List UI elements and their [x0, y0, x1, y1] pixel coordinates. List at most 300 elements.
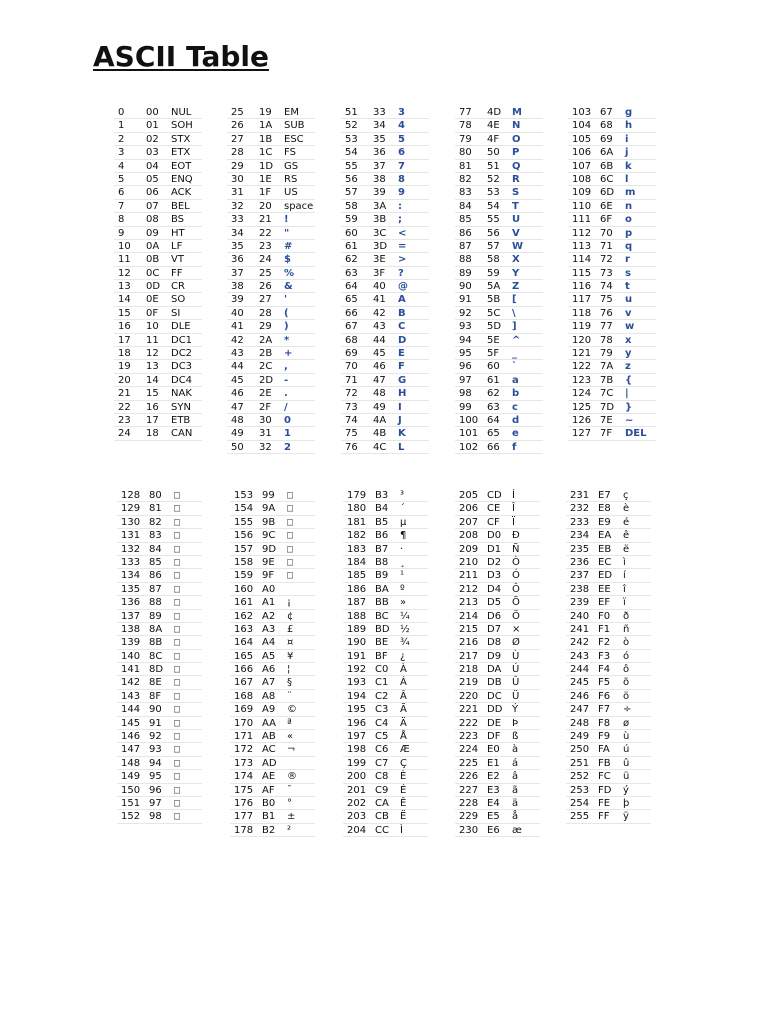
decimal-value: 15	[118, 307, 131, 319]
character: Å	[400, 731, 407, 743]
character: □	[174, 530, 181, 542]
character: Ì	[400, 824, 403, 836]
decimal-value: 129	[121, 503, 141, 515]
hex-value: 26	[259, 281, 272, 293]
character: BS	[171, 214, 185, 226]
character: Ô	[512, 583, 520, 595]
decimal-value: 176	[234, 797, 254, 809]
hex-value: 75	[600, 294, 613, 306]
character: EM	[284, 107, 299, 118]
character: À	[400, 664, 407, 676]
decimal-value: 125	[572, 401, 592, 413]
decimal-value: 196	[347, 717, 367, 729]
character: g	[625, 107, 633, 118]
character: d	[512, 414, 520, 426]
character: □	[174, 784, 181, 796]
decimal-value: 79	[459, 133, 472, 145]
decimal-value: 6	[118, 187, 125, 199]
hex-value: 9B	[262, 516, 276, 528]
character: C	[398, 321, 406, 333]
table-row	[566, 489, 651, 502]
hex-value: E8	[598, 503, 611, 515]
hex-value: 67	[600, 107, 613, 118]
character: ì	[623, 556, 626, 568]
table-row	[455, 200, 543, 213]
table-row	[568, 213, 656, 226]
hex-value: BC	[375, 610, 389, 622]
character: µ	[400, 516, 407, 528]
hex-value: 7E	[600, 414, 613, 426]
hex-value: 4B	[373, 428, 387, 440]
decimal-value: 194	[347, 690, 367, 702]
character: 4	[398, 120, 405, 132]
hex-value: 9C	[262, 530, 276, 542]
character: LF	[171, 240, 183, 252]
table-row	[568, 334, 656, 347]
decimal-value: 205	[459, 490, 479, 501]
character: Â	[400, 690, 407, 702]
decimal-value: 77	[459, 107, 472, 118]
decimal-value: 86	[459, 227, 472, 239]
character: k	[625, 160, 632, 172]
decimal-value: 162	[234, 610, 254, 622]
hex-value: CA	[375, 797, 389, 809]
hex-value: DD	[487, 704, 503, 716]
character: e	[512, 428, 519, 440]
character: □	[174, 503, 181, 515]
decimal-value: 235	[570, 543, 590, 555]
hex-value: 65	[487, 428, 500, 440]
character: DC3	[171, 361, 193, 373]
hex-value: 42	[373, 307, 386, 319]
table-row	[343, 757, 428, 770]
table-row	[227, 186, 315, 199]
hex-value: 56	[487, 227, 500, 239]
decimal-value: 51	[345, 107, 358, 118]
decimal-value: 123	[572, 374, 592, 386]
decimal-value: 95	[459, 348, 472, 360]
character: £	[287, 623, 294, 635]
character: Ê	[400, 797, 407, 809]
decimal-value: 197	[347, 731, 367, 743]
decimal-value: 2	[118, 133, 125, 145]
hex-value: 15	[146, 388, 159, 400]
decimal-value: 42	[231, 334, 244, 346]
hex-value: 28	[259, 307, 272, 319]
character: DC1	[171, 334, 193, 346]
decimal-value: 228	[459, 797, 479, 809]
character: DLE	[171, 321, 191, 333]
table-row	[117, 690, 202, 703]
hex-value: 97	[149, 797, 162, 809]
hex-value: 9E	[262, 556, 275, 568]
table-row	[227, 253, 315, 266]
table-row	[114, 240, 202, 253]
hex-value: F8	[598, 717, 611, 729]
decimal-value: 252	[570, 771, 590, 783]
decimal-value: 214	[459, 610, 479, 622]
character: US	[284, 187, 298, 199]
decimal-value: 114	[572, 254, 592, 266]
hex-value: EB	[598, 543, 612, 555]
table-row	[455, 253, 543, 266]
decimal-value: 170	[234, 717, 254, 729]
hex-value: B7	[375, 543, 389, 555]
table-row	[341, 293, 429, 306]
decimal-value: 102	[459, 441, 479, 453]
character: ø	[623, 717, 630, 729]
decimal-value: 227	[459, 784, 479, 796]
decimal-value: 174	[234, 771, 254, 783]
table-row	[455, 797, 540, 810]
hex-value: E1	[487, 757, 500, 769]
hex-value: 08	[146, 214, 159, 226]
table-row	[341, 401, 429, 414]
hex-value: E4	[487, 797, 500, 809]
decimal-value: 243	[570, 650, 590, 662]
decimal-value: 193	[347, 677, 367, 689]
table-row	[568, 240, 656, 253]
character: □	[287, 530, 294, 542]
hex-value: 92	[149, 731, 162, 743]
character: :	[398, 200, 402, 212]
decimal-value: 128	[121, 490, 141, 501]
character: □	[174, 570, 181, 582]
hex-value: 68	[600, 120, 613, 132]
table-row	[114, 387, 202, 400]
decimal-value: 208	[459, 530, 479, 542]
decimal-value: 36	[231, 254, 244, 266]
character: c	[512, 401, 518, 413]
table-row	[227, 173, 315, 186]
hex-value: 29	[259, 321, 272, 333]
character: ,	[284, 361, 288, 373]
table-row	[341, 106, 429, 119]
character: K	[398, 428, 406, 440]
table-row	[455, 186, 543, 199]
decimal-value: 139	[121, 637, 141, 649]
decimal-value: 215	[459, 623, 479, 635]
table-row	[566, 502, 651, 515]
character: □	[287, 490, 294, 501]
character: &	[284, 281, 293, 293]
table-row	[343, 556, 428, 569]
decimal-value: 179	[347, 490, 367, 501]
hex-value: 25	[259, 267, 272, 279]
decimal-value: 165	[234, 650, 254, 662]
table-row	[230, 663, 315, 676]
table-row	[343, 676, 428, 689]
character: -	[284, 374, 289, 386]
character: ¼	[400, 610, 410, 622]
hex-value: 4F	[487, 133, 500, 145]
decimal-value: 8	[118, 214, 125, 226]
character: STX	[171, 133, 191, 145]
table-row	[455, 441, 543, 454]
hex-value: 4E	[487, 120, 500, 132]
character: a	[512, 374, 519, 386]
hex-value: A7	[262, 677, 276, 689]
hex-value: 94	[149, 757, 162, 769]
table-row	[455, 334, 543, 347]
decimal-value: 76	[345, 441, 358, 453]
table-row	[455, 427, 543, 440]
character: ¬	[287, 744, 296, 756]
decimal-value: 255	[570, 811, 590, 823]
table-row	[568, 146, 656, 159]
decimal-value: 35	[231, 240, 244, 252]
decimal-value: 177	[234, 811, 254, 823]
decimal-value: 66	[345, 307, 358, 319]
hex-value: FA	[598, 744, 610, 756]
hex-value: 3D	[373, 240, 388, 252]
hex-value: 07	[146, 200, 159, 212]
hex-value: 84	[149, 543, 162, 555]
character: "	[284, 227, 290, 239]
decimal-value: 240	[570, 610, 590, 622]
character: □	[174, 543, 181, 555]
hex-value: 51	[487, 160, 500, 172]
decimal-value: 135	[121, 583, 141, 595]
hex-value: 00	[146, 107, 159, 118]
character: ¿	[400, 650, 406, 662]
character: i	[625, 133, 629, 145]
character: þ	[623, 797, 630, 809]
decimal-value: 53	[345, 133, 358, 145]
decimal-value: 3	[118, 147, 125, 159]
table-row	[455, 743, 540, 756]
table-row	[455, 663, 540, 676]
table-row	[341, 186, 429, 199]
table-row	[117, 529, 202, 542]
hex-value: C0	[375, 664, 389, 676]
table-row	[227, 334, 315, 347]
hex-value: 5B	[487, 294, 501, 306]
character: 9	[398, 187, 405, 199]
hex-value: 54	[487, 200, 500, 212]
hex-value: BF	[375, 650, 388, 662]
hex-value: 14	[146, 374, 159, 386]
decimal-value: 78	[459, 120, 472, 132]
hex-value: C9	[375, 784, 389, 796]
table-row	[343, 610, 428, 623]
character: }	[625, 401, 633, 413]
character: ¡	[287, 597, 292, 609]
decimal-value: 81	[459, 160, 472, 172]
table-row	[117, 770, 202, 783]
table-row	[455, 676, 540, 689]
decimal-value: 150	[121, 784, 141, 796]
hex-value: ED	[598, 570, 613, 582]
hex-value: C7	[375, 757, 389, 769]
decimal-value: 113	[572, 240, 592, 252]
character: /	[284, 401, 288, 413]
character: ¢	[287, 610, 294, 622]
character: [	[512, 294, 517, 306]
table-row	[341, 240, 429, 253]
character: 3	[398, 107, 405, 118]
character: ü	[623, 771, 630, 783]
decimal-value: 244	[570, 664, 590, 676]
hex-value: 12	[146, 348, 159, 360]
decimal-value: 186	[347, 583, 367, 595]
character: Z	[512, 281, 520, 293]
table-row	[341, 414, 429, 427]
character: ^	[512, 334, 521, 346]
hex-value: 1A	[259, 120, 273, 132]
decimal-value: 80	[459, 147, 472, 159]
character: «	[287, 731, 294, 743]
character: ETX	[171, 147, 191, 159]
table-row	[343, 717, 428, 730]
table-row	[343, 489, 428, 502]
decimal-value: 109	[572, 187, 592, 199]
table-row	[566, 543, 651, 556]
decimal-value: 18	[118, 348, 131, 360]
table-row	[566, 717, 651, 730]
table-row	[455, 757, 540, 770]
table-row	[230, 489, 315, 502]
character: 6	[398, 147, 405, 159]
table-row	[343, 824, 428, 837]
table-row	[455, 502, 540, 515]
table-row	[568, 119, 656, 132]
character: DC4	[171, 374, 193, 386]
character: ã	[512, 784, 519, 796]
character: S	[512, 187, 520, 199]
hex-value: 7B	[600, 374, 614, 386]
decimal-value: 94	[459, 334, 472, 346]
table-row	[230, 623, 315, 636]
character: Ø	[512, 637, 520, 649]
decimal-value: 90	[459, 281, 472, 293]
character: y	[625, 348, 632, 360]
table-row	[114, 374, 202, 387]
table-row	[455, 717, 540, 730]
decimal-value: 62	[345, 254, 358, 266]
table-row	[568, 133, 656, 146]
character: □	[174, 516, 181, 528]
hex-value: 3F	[373, 267, 386, 279]
character: ESC	[284, 133, 304, 145]
character: »	[400, 597, 407, 609]
decimal-value: 191	[347, 650, 367, 662]
table-row	[455, 307, 543, 320]
table-row	[568, 200, 656, 213]
character: □	[174, 731, 181, 743]
character: #	[284, 240, 293, 252]
table-row	[114, 186, 202, 199]
decimal-value: 64	[345, 281, 358, 293]
decimal-value: 253	[570, 784, 590, 796]
hex-value: C6	[375, 744, 389, 756]
character: Ä	[400, 717, 407, 729]
decimal-value: 92	[459, 307, 472, 319]
hex-value: BE	[375, 637, 389, 649]
hex-value: B8	[375, 556, 389, 568]
table-row	[230, 556, 315, 569]
decimal-value: 47	[231, 401, 244, 413]
character: □	[287, 543, 294, 555]
hex-value: 43	[373, 321, 386, 333]
hex-value: 7A	[600, 361, 614, 373]
hex-value: 1E	[259, 173, 272, 185]
table-row	[455, 650, 540, 663]
character: T	[512, 200, 519, 212]
table-row	[114, 414, 202, 427]
hex-value: 66	[487, 441, 500, 453]
character: □	[287, 516, 294, 528]
decimal-value: 151	[121, 797, 141, 809]
decimal-value: 5	[118, 173, 125, 185]
table-row	[455, 347, 543, 360]
hex-value: 91	[149, 717, 162, 729]
hex-value: B6	[375, 530, 389, 542]
character: ´	[400, 503, 405, 515]
hex-value: C8	[375, 771, 389, 783]
character: □	[287, 570, 294, 582]
table-row	[455, 569, 540, 582]
character: W	[512, 240, 524, 252]
table-row	[568, 360, 656, 373]
character: 2	[284, 441, 291, 453]
decimal-value: 89	[459, 267, 472, 279]
decimal-value: 54	[345, 147, 358, 159]
hex-value: B9	[375, 570, 389, 582]
table-row	[343, 543, 428, 556]
table-row	[230, 543, 315, 556]
character: ¶	[400, 530, 407, 542]
character: v	[625, 307, 632, 319]
decimal-value: 16	[118, 321, 131, 333]
table-row	[114, 106, 202, 119]
table-row	[227, 387, 315, 400]
hex-value: 5C	[487, 307, 501, 319]
decimal-value: 192	[347, 664, 367, 676]
character: h	[625, 120, 633, 132]
hex-value: 59	[487, 267, 500, 279]
decimal-value: 232	[570, 503, 590, 515]
table-row	[230, 690, 315, 703]
hex-value: B3	[375, 490, 389, 501]
character: O	[512, 133, 521, 145]
table-row	[341, 146, 429, 159]
table-row	[227, 441, 315, 454]
character: M	[512, 107, 522, 118]
table-row	[455, 414, 543, 427]
decimal-value: 160	[234, 583, 254, 595]
character: _	[512, 348, 517, 360]
hex-value: 58	[487, 254, 500, 266]
decimal-value: 138	[121, 623, 141, 635]
character: FS	[284, 147, 296, 159]
decimal-value: 221	[459, 704, 479, 716]
decimal-value: 25	[231, 107, 244, 118]
hex-value: E9	[598, 516, 611, 528]
decimal-value: 19	[118, 361, 131, 373]
decimal-value: 85	[459, 214, 472, 226]
character: 8	[398, 173, 405, 185]
character: ·	[400, 543, 404, 555]
decimal-value: 140	[121, 650, 141, 662]
decimal-value: 175	[234, 784, 254, 796]
table-row	[114, 360, 202, 373]
page-title: ASCII Table	[93, 40, 269, 73]
decimal-value: 133	[121, 556, 141, 568]
character: RS	[284, 173, 298, 185]
decimal-value: 26	[231, 120, 244, 132]
hex-value: 16	[146, 401, 159, 413]
